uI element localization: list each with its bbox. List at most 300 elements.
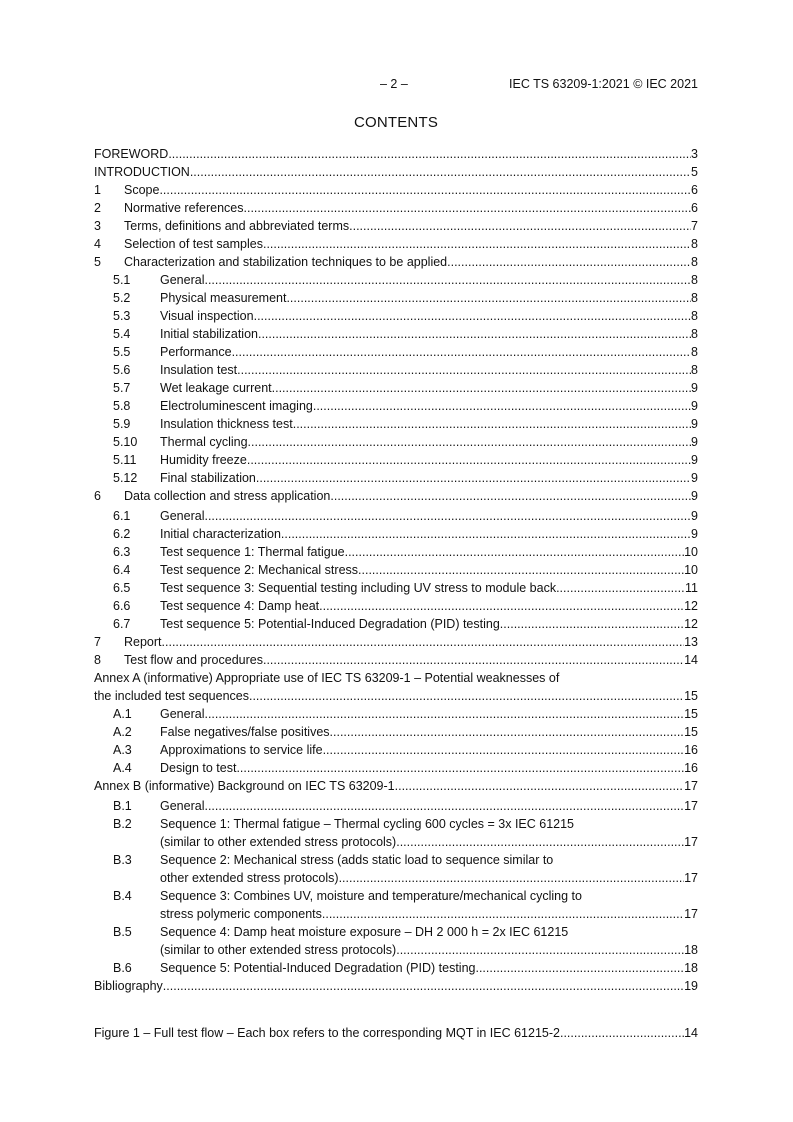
toc-entry-page: 9: [691, 489, 698, 503]
toc-entry-line: [160, 289, 698, 307]
toc-entry-title: Bibliography: [94, 979, 163, 993]
toc-entry-body: [160, 397, 698, 415]
dot-leader: [330, 487, 691, 505]
toc-entry-body: [160, 923, 698, 959]
toc-entry[interactable]: [94, 723, 698, 741]
toc-entry[interactable]: [94, 923, 698, 959]
toc-entry-title: Test sequence 5: Potential-Induced Degradation (PID) testing: [160, 617, 500, 631]
toc-entry-number: 7: [94, 635, 101, 649]
toc-entry-title: Insulation thickness test: [160, 417, 293, 431]
toc-entry-number: 5.10: [113, 435, 138, 449]
toc-entry-title: Insulation test: [160, 363, 238, 377]
toc-entry-title: Characterization and stabilization techniques to be applied: [124, 255, 448, 269]
toc-entry-line: [124, 199, 698, 217]
toc-entry-line: [160, 941, 698, 959]
dot-leader: [395, 777, 684, 795]
dot-leader: [281, 525, 691, 543]
toc-entry-title: Initial stabilization: [160, 327, 258, 341]
toc-entry[interactable]: [94, 361, 698, 379]
toc-entry-body: [124, 633, 698, 651]
toc-entry-body: [94, 777, 698, 795]
toc-entry-title: Annex B (informative) Background on IEC TS 63209-1: [94, 779, 395, 793]
toc-entry[interactable]: [94, 199, 698, 217]
toc-entry-number: 1: [94, 183, 101, 197]
toc-entry-body: [160, 325, 698, 343]
toc-entry-line: [124, 217, 698, 235]
toc-entry-number: 5.4: [113, 327, 131, 341]
list-of-figures: [94, 1024, 698, 1042]
toc-entry-number: 4: [94, 237, 101, 251]
toc-entry-body: [160, 415, 698, 433]
toc-entry-page: 8: [691, 345, 698, 359]
toc-entry[interactable]: [94, 797, 698, 815]
toc-entry-title: Terms, definitions and abbreviated terms: [124, 219, 350, 233]
toc-entry-page: 18: [684, 961, 698, 975]
toc-entry[interactable]: [94, 851, 698, 887]
toc-entry-body: [160, 597, 698, 615]
toc-entry-number: 5.8: [113, 399, 131, 413]
toc-entry[interactable]: [94, 433, 698, 451]
dot-leader: [249, 687, 684, 705]
toc-entry[interactable]: [94, 579, 698, 597]
toc-entry[interactable]: [94, 741, 698, 759]
toc-entry[interactable]: [94, 543, 698, 561]
figure-entry[interactable]: [94, 1024, 698, 1042]
toc-entry-number: 8: [94, 653, 101, 667]
toc-entry-title: Visual inspection: [160, 309, 254, 323]
toc-entry-title: other extended stress protocols): [160, 871, 339, 885]
dot-leader: [254, 307, 691, 325]
toc-entry-number: 5.2: [113, 291, 131, 305]
toc-entry-line: [124, 235, 698, 253]
running-header: [380, 77, 698, 93]
toc-entry-line: [160, 451, 698, 469]
toc-entry-line: [160, 561, 698, 579]
toc-entry-page: 6: [691, 201, 698, 215]
toc-entry-line: [94, 145, 698, 163]
toc-entry-page: 9: [691, 417, 698, 431]
toc-entry-line: [160, 959, 698, 977]
toc-entry-body: [160, 615, 698, 633]
toc-entry-title: General: [160, 707, 205, 721]
toc-entry-line: [160, 307, 698, 325]
toc-entry-page: 18: [684, 943, 698, 957]
toc-entry-line: [160, 705, 698, 723]
toc-entry-page: 12: [684, 599, 698, 613]
toc-entry-body: [124, 199, 698, 217]
toc-entry-body: [160, 543, 698, 561]
toc-entry-title: INTRODUCTION: [94, 165, 190, 179]
toc-entry-number: 5.6: [113, 363, 131, 377]
dot-leader: [190, 163, 691, 181]
toc-entry-number: 5.7: [113, 381, 131, 395]
toc-entry-page: 12: [684, 617, 698, 631]
dot-leader: [204, 507, 691, 525]
toc-entry-title: Scope: [124, 183, 160, 197]
toc-entry-body: [160, 507, 698, 525]
toc-entry[interactable]: [94, 181, 698, 199]
toc-entry-title-line: Sequence 1: Thermal fatigue – Thermal cycling 600 cycles = 3x IEC 61215: [160, 817, 575, 831]
toc-entry-body: [160, 759, 698, 777]
toc-entry[interactable]: [94, 507, 698, 525]
toc-entry[interactable]: [94, 815, 698, 851]
toc-entry-page: 8: [691, 309, 698, 323]
toc-entry-line: [160, 597, 698, 615]
dot-leader: [323, 741, 685, 759]
toc-entry-line: [94, 977, 698, 995]
toc-entry-title: General: [160, 509, 205, 523]
toc-entry-line: [160, 397, 698, 415]
toc-entry[interactable]: [94, 271, 698, 289]
toc-entry-line: [160, 379, 698, 397]
toc-entry-page: 9: [691, 381, 698, 395]
toc-entry-number: A.1: [113, 707, 132, 721]
toc-entry-number: B.1: [113, 799, 132, 813]
toc-entry-body: [124, 253, 698, 271]
toc-entry-number: 6.3: [113, 545, 131, 559]
toc-entry-page: 8: [691, 255, 698, 269]
dot-leader: [168, 145, 691, 163]
toc-entry-line: [160, 325, 698, 343]
toc-entry[interactable]: [94, 307, 698, 325]
toc-entry-number: B.4: [113, 889, 132, 903]
toc-entry-body: [160, 307, 698, 325]
toc-entry-page: 9: [691, 453, 698, 467]
figure-entry-page: 14: [684, 1026, 698, 1040]
toc-entry-title: Design to test: [160, 761, 237, 775]
toc-entry-line: [160, 905, 698, 923]
toc-entry-body: [160, 343, 698, 361]
toc-entry-line: [160, 543, 698, 561]
toc-entry-title: Report: [124, 635, 162, 649]
toc-entry-line: [160, 271, 698, 289]
toc-entry-body: [160, 579, 698, 597]
dot-leader: [556, 579, 685, 597]
toc-entry-body: [160, 525, 698, 543]
toc-entry-line: [160, 433, 698, 451]
toc-entry[interactable]: [94, 469, 698, 487]
standard-reference: IEC TS 63209-1:2021 © IEC 2021: [509, 77, 698, 91]
dot-leader: [286, 289, 691, 307]
dot-leader: [447, 253, 691, 271]
toc-entry-number: 6.4: [113, 563, 131, 577]
toc-entry-title: Approximations to service life: [160, 743, 323, 757]
toc-entry-title: the included test sequences: [94, 689, 249, 703]
dot-leader: [237, 361, 691, 379]
toc-entry-title-line: Sequence 4: Damp heat moisture exposure – DH 2 000 h = 2x IEC 61215: [160, 925, 569, 939]
toc-entry-page: 8: [691, 327, 698, 341]
dot-leader: [244, 199, 692, 217]
toc-entry-page: 13: [684, 635, 698, 649]
toc-entry[interactable]: [94, 525, 698, 543]
toc-entry-title: stress polymeric components: [160, 907, 322, 921]
toc-entry-line: [94, 687, 698, 705]
toc-entry-title: Initial characterization: [160, 527, 281, 541]
dot-leader: [345, 543, 684, 561]
toc-entry-page: 8: [691, 273, 698, 287]
toc-entry-number: 6: [94, 489, 101, 503]
toc-entry[interactable]: [94, 163, 698, 181]
toc-entry[interactable]: [94, 289, 698, 307]
dot-leader: [500, 615, 684, 633]
toc-entry-title: Test flow and procedures: [124, 653, 263, 667]
toc-entry-line: [124, 487, 698, 505]
toc-entry-number: B.3: [113, 853, 132, 867]
toc-entry-line: [160, 361, 698, 379]
toc-entry-line: [124, 253, 698, 271]
dot-leader: [475, 959, 684, 977]
toc-entry-number: 6.1: [113, 509, 131, 523]
dot-leader: [204, 705, 684, 723]
toc-entry-body: [160, 815, 698, 851]
toc-entry-page: 14: [684, 653, 698, 667]
toc-entry-number: 5.12: [113, 471, 138, 485]
toc-entry-line: [160, 833, 698, 851]
toc-entry-number: 5: [94, 255, 101, 269]
toc-entry-title-line: Sequence 2: Mechanical stress (adds static load to sequence similar to: [160, 853, 554, 867]
toc-entry-line: [124, 651, 698, 669]
toc-entry-body: [160, 289, 698, 307]
toc-entry-title: Electroluminescent imaging: [160, 399, 313, 413]
figure-entry-line: [94, 1024, 698, 1042]
toc-entry[interactable]: [94, 759, 698, 777]
toc-entry-body: [160, 887, 698, 923]
toc-entry-page: 19: [684, 979, 698, 993]
toc-entry-title-line: Sequence 3: Combines UV, moisture and temperature/mechanical cycling to: [160, 889, 582, 903]
toc-entry-title: Performance: [160, 345, 232, 359]
toc-entry-page: 15: [684, 707, 698, 721]
toc-entry[interactable]: [94, 253, 698, 271]
toc-entry[interactable]: [94, 397, 698, 415]
toc-entry-page: 9: [691, 527, 698, 541]
toc-entry[interactable]: [94, 597, 698, 615]
toc-entry-number: 2: [94, 201, 101, 215]
toc-entry-body: [160, 433, 698, 451]
toc-entry-body: [124, 217, 698, 235]
toc-entry-page: 17: [684, 871, 698, 885]
dot-leader: [256, 469, 691, 487]
toc-entry-line: [160, 415, 698, 433]
dot-leader: [204, 271, 691, 289]
toc-entry-page: 8: [691, 291, 698, 305]
toc-entry-page: 17: [684, 779, 698, 793]
toc-entry-title: Data collection and stress application: [124, 489, 331, 503]
toc-entry-number: 5.9: [113, 417, 131, 431]
toc-entry-line: [160, 343, 698, 361]
toc-entry-number: A.3: [113, 743, 132, 757]
toc-entry-body: [160, 959, 698, 977]
toc-entry[interactable]: [94, 959, 698, 977]
toc-entry-number: 5.3: [113, 309, 131, 323]
toc-entry-title: FOREWORD: [94, 147, 169, 161]
toc-entry[interactable]: [94, 415, 698, 433]
toc-entry-body: [160, 451, 698, 469]
toc-entry-page: 16: [684, 761, 698, 775]
dot-leader: [272, 379, 691, 397]
toc-entry-body: [124, 487, 698, 505]
toc-entry[interactable]: [94, 325, 698, 343]
toc-entry-page: 17: [684, 907, 698, 921]
toc-entry-number: 5.1: [113, 273, 131, 287]
toc-entry[interactable]: [94, 887, 698, 923]
toc-entry-page: 9: [691, 399, 698, 413]
toc-entry-body: [94, 145, 698, 163]
toc-entry-number: 6.7: [113, 617, 131, 631]
toc-entry-title: Thermal cycling: [160, 435, 248, 449]
toc-entry-page: 16: [684, 743, 698, 757]
toc-entry-title: Physical measurement: [160, 291, 287, 305]
dot-leader: [396, 833, 684, 851]
dot-leader: [163, 977, 684, 995]
toc-entry-line: [94, 777, 698, 795]
toc-entry[interactable]: [94, 669, 698, 705]
dot-leader: [319, 597, 684, 615]
toc-entry-page: 3: [691, 147, 698, 161]
dot-leader: [258, 325, 691, 343]
toc-entry-page: 17: [684, 835, 698, 849]
toc-entry-page: 5: [691, 165, 698, 179]
toc-entry[interactable]: [94, 379, 698, 397]
toc-entry-body: [124, 181, 698, 199]
toc-entry[interactable]: [94, 451, 698, 469]
toc-entry-line: [124, 633, 698, 651]
page-title: CONTENTS: [353, 114, 439, 131]
toc-entry-page: 7: [691, 219, 698, 233]
page-number: – 2 –: [380, 77, 408, 91]
toc-entry-number: B.5: [113, 925, 132, 939]
toc-entry[interactable]: [94, 705, 698, 723]
toc-entry-body: [124, 235, 698, 253]
toc-entry[interactable]: [94, 487, 698, 505]
dot-leader: [232, 343, 691, 361]
toc-entry-body: [160, 561, 698, 579]
toc-entry-line: [160, 525, 698, 543]
dot-leader: [396, 941, 684, 959]
toc-entry-title: Humidity freeze: [160, 453, 247, 467]
toc-entry-line: [160, 615, 698, 633]
toc-entry-body: [124, 651, 698, 669]
toc-entry-page: 15: [684, 725, 698, 739]
toc-entry-number: 6.6: [113, 599, 131, 613]
toc-entry-title: General: [160, 273, 205, 287]
dot-leader: [358, 561, 684, 579]
dot-leader: [159, 181, 691, 199]
dot-leader: [313, 397, 691, 415]
toc-entry-number: 6.2: [113, 527, 131, 541]
toc-entry[interactable]: [94, 235, 698, 253]
dot-leader: [293, 415, 691, 433]
toc-entry-title: (similar to other extended stress protocols): [160, 943, 397, 957]
toc-entry-title: (similar to other extended stress protocols): [160, 835, 397, 849]
toc-entry-body: [94, 163, 698, 181]
dot-leader: [330, 723, 685, 741]
toc-entry-number: 5.5: [113, 345, 131, 359]
dot-leader: [236, 759, 684, 777]
toc-entry[interactable]: [94, 561, 698, 579]
toc-entry-body: [160, 797, 698, 815]
toc-entry-body: [160, 469, 698, 487]
dot-leader: [263, 235, 691, 253]
toc-entry-number: 5.11: [113, 453, 137, 467]
dot-leader: [247, 451, 691, 469]
toc-entry-page: 10: [684, 563, 698, 577]
toc-entry[interactable]: [94, 217, 698, 235]
toc-entry-line: [160, 507, 698, 525]
dot-leader: [162, 633, 685, 651]
toc-entry-page: 17: [684, 799, 698, 813]
toc-entry-number: 6.5: [113, 581, 131, 595]
dot-leader: [322, 905, 684, 923]
toc-entry[interactable]: [94, 651, 698, 669]
dot-leader: [263, 651, 684, 669]
dot-leader: [560, 1024, 684, 1042]
toc-entry-title: False negatives/false positives: [160, 725, 330, 739]
toc-entry[interactable]: [94, 777, 698, 795]
toc-entry-line: [160, 579, 698, 597]
toc-entry-title-line: Annex A (informative) Appropriate use of IEC TS 63209-1 – Potential weaknesses of: [94, 671, 560, 685]
toc-entry-body: [160, 361, 698, 379]
toc-entry-page: 6: [691, 183, 698, 197]
toc-entry-line: [160, 797, 698, 815]
toc-entry[interactable]: [94, 343, 698, 361]
toc-entry-number: A.4: [113, 761, 132, 775]
toc-entry-number: 3: [94, 219, 101, 233]
toc-entry-title: Sequence 5: Potential-Induced Degradation (PID) testing: [160, 961, 476, 975]
toc-entry-number: A.2: [113, 725, 132, 739]
toc-entry-title: Test sequence 1: Thermal fatigue: [160, 545, 345, 559]
toc-entry-body: [94, 977, 698, 995]
toc-entry-title: Wet leakage current: [160, 381, 272, 395]
toc-entry-page: 9: [691, 435, 698, 449]
toc-entry[interactable]: [94, 633, 698, 651]
toc-entry-body: [160, 741, 698, 759]
toc-entry[interactable]: [94, 977, 698, 995]
toc-entry-body: [160, 271, 698, 289]
toc-entry-title: Selection of test samples: [124, 237, 263, 251]
toc-entry-body: [160, 705, 698, 723]
toc-entry-line: [160, 723, 698, 741]
toc-entry-number: B.2: [113, 817, 132, 831]
dot-leader: [248, 433, 692, 451]
dot-leader: [349, 217, 691, 235]
toc-entry-line: [124, 181, 698, 199]
figure-entry-title: Figure 1 – Full test flow – Each box refers to the corresponding MQT in IEC 61215-2: [94, 1026, 560, 1040]
toc-entry-line: [160, 469, 698, 487]
dot-leader: [204, 797, 684, 815]
table-of-contents: [94, 145, 698, 995]
toc-entry-body: [160, 379, 698, 397]
toc-entry-page: 8: [691, 363, 698, 377]
toc-entry-page: 9: [691, 509, 698, 523]
toc-entry-title: Final stabilization: [160, 471, 256, 485]
toc-entry-line: [94, 163, 698, 181]
toc-entry[interactable]: [94, 145, 698, 163]
toc-entry-page: 10: [684, 545, 698, 559]
toc-entry[interactable]: [94, 615, 698, 633]
toc-entry-page: 8: [691, 237, 698, 251]
toc-entry-body: [94, 669, 698, 705]
toc-entry-title: General: [160, 799, 205, 813]
toc-entry-page: 11: [685, 581, 698, 595]
toc-entry-body: [160, 851, 698, 887]
toc-entry-page: 9: [691, 471, 698, 485]
toc-entry-title: Test sequence 3: Sequential testing including UV stress to module back: [160, 581, 557, 595]
toc-entry-title: Normative references: [124, 201, 244, 215]
toc-entry-title: Test sequence 4: Damp heat: [160, 599, 320, 613]
dot-leader: [339, 869, 685, 887]
figure-entry-body: [94, 1024, 698, 1042]
toc-entry-line: [160, 741, 698, 759]
